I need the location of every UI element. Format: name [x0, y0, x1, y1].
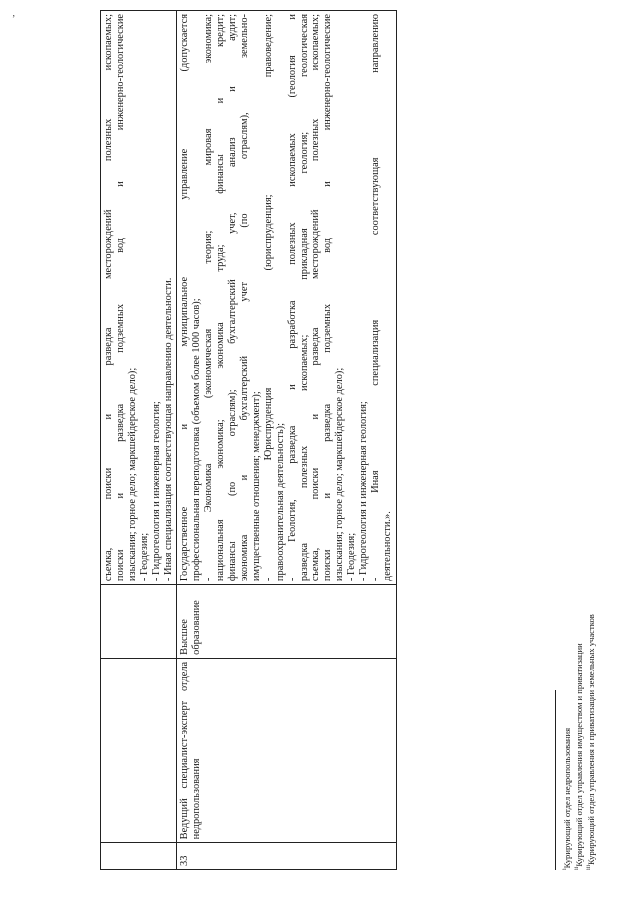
footnotes: [555, 310, 596, 870]
spec-line: поиски и разведка подземных вод и инженерно-геологические: [114, 14, 126, 582]
requirements-table: [100, 10, 397, 870]
spec-line: финансы (по отраслям); бухгалтерский учет, анализ и аудит;: [227, 14, 239, 582]
footnote-mark: i: [562, 868, 568, 870]
footnote-text: Курирующий отдел управления и приватизации земельных участков: [585, 614, 596, 865]
spec-line: съемка, поиски и разведка месторождений полезных ископаемых;: [310, 14, 322, 582]
row-number-cell: [177, 843, 396, 870]
spec-line: экономика и бухгалтерский учет (по отраслям), земельно-: [238, 14, 250, 582]
spec-line: поиски и разведка подземных вод и инженерно-геологические: [322, 14, 334, 582]
spec-line: - Иная специализация соответствующая направлению деятельности.: [162, 277, 174, 582]
position-line: Ведущий специалист-эксперт отдела: [179, 661, 191, 840]
education-cell: [101, 585, 177, 659]
spec-line: разведка полезных ископаемых; прикладная геология; геологическая: [298, 14, 310, 582]
row-number-cell: [101, 843, 177, 870]
footnote-mark: ii: [573, 866, 580, 870]
scan-artifact-mark: ʼ: [12, 14, 16, 25]
specialization-cell: [101, 11, 177, 585]
spec-line: деятельности.».: [381, 511, 393, 582]
education-line: Высшее: [179, 619, 191, 655]
spec-line: - Геодезия;: [138, 532, 150, 582]
position-cell: [177, 658, 396, 843]
spec-line: - Гидрогеология и инженерная геология;: [358, 401, 370, 582]
spec-line: Государственное и муниципальное управление (допускается: [179, 14, 191, 582]
spec-line: - Экономика (экономическая теория; мировая экономика;: [203, 14, 215, 582]
footnote-2: [572, 310, 584, 870]
footnote-mark: iii: [585, 864, 592, 870]
spec-line: съемка, поиски и разведка месторождений полезных ископаемых;: [103, 14, 114, 582]
specialization-cell: [177, 11, 396, 585]
spec-line: - Геодезия;: [346, 532, 358, 582]
spec-line: изыскания; горное дело; маркшейдерское дело);: [334, 367, 346, 582]
spec-line: - Геология, разведка и разработка полезных ископаемых (геология и: [286, 14, 298, 582]
spec-line: профессиональная переподготовка (объемом более 1000 часов);: [191, 298, 203, 582]
footnote-1: [560, 310, 572, 870]
row-number: 33: [179, 855, 191, 866]
footnote-divider: [555, 690, 556, 870]
position-cell: [101, 658, 177, 843]
table-row-33: [177, 11, 396, 870]
spec-line: - Юриспруденция (юриспруденция; правоведение;: [262, 14, 274, 582]
spec-line: - Иная специализация соответствующая направлению: [369, 14, 381, 582]
spec-line: национальная экономика; экономика труда; финансы и кредит;: [215, 14, 227, 582]
position-line: недропользования: [191, 758, 203, 840]
spec-line: изыскания; горное дело; маркшейдерское дело);: [126, 367, 138, 582]
footnote-text: Курирующий отдел недропользования: [561, 727, 572, 869]
footnote-3: [584, 310, 596, 870]
spec-line: - Гидрогеология и инженерная геология;: [150, 401, 162, 582]
education-cell: [177, 585, 396, 659]
footnote-text: Курирующий отдел управления имуществом и приватизации: [573, 643, 584, 867]
table-row-continuation: [101, 11, 177, 870]
education-line: образование: [191, 600, 203, 655]
spec-line: имущественные отношения; менеджмент);: [250, 391, 262, 582]
spec-line: правоохранительная деятельность);: [274, 422, 286, 582]
